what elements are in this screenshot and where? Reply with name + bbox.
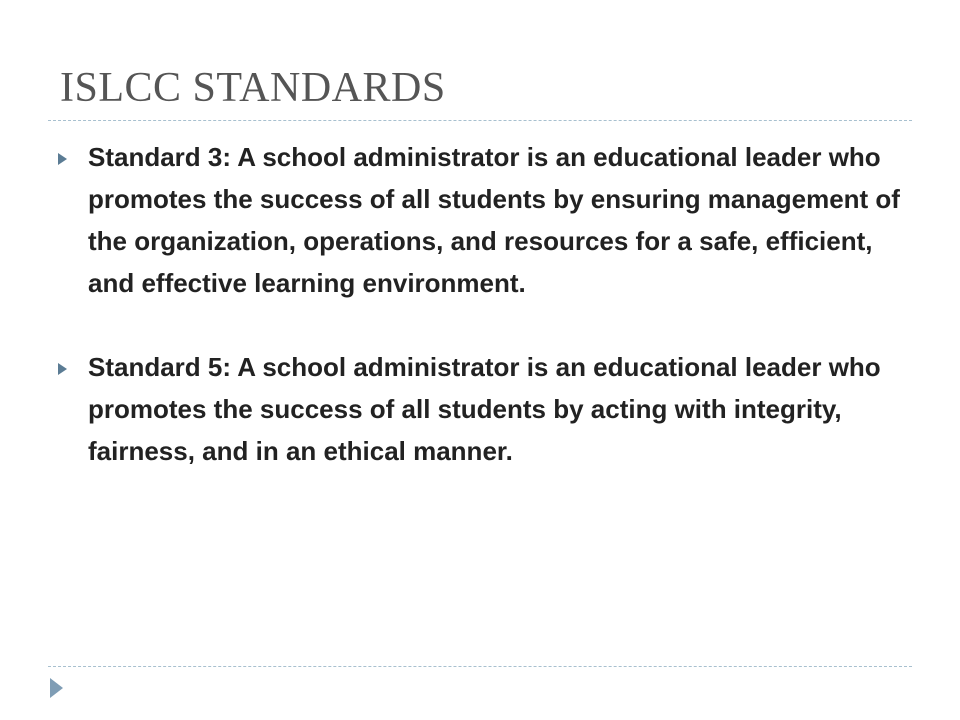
bullet-item-standard-5: [58, 346, 908, 472]
footer-divider: [48, 666, 912, 667]
page-title: ISLCC STANDARDS: [60, 65, 446, 111]
bullet-item-standard-3: [58, 136, 908, 304]
arrow-icon: [58, 153, 67, 165]
title-divider: [48, 120, 912, 121]
bullet-text: Standard 3: A school administrator is an educational leader who promotes the success of all students by ensuring management of the organization, operations, and resources for a safe, efficient, and effective learning environment.: [88, 142, 900, 298]
arrow-icon: [58, 363, 67, 375]
bullet-list: [58, 136, 908, 514]
bullet-text: Standard 5: A school administrator is an educational leader who promotes the success of all students by acting with integrity, fairness, and in an ethical manner.: [88, 352, 881, 466]
footer-arrow-icon: [50, 678, 63, 698]
